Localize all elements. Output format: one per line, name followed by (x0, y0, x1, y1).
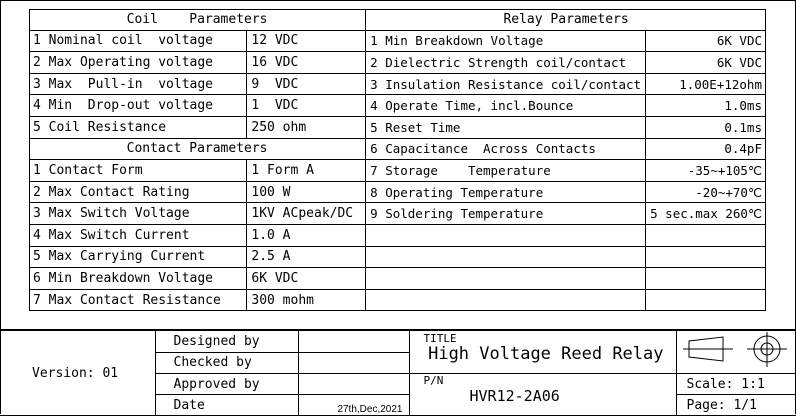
designed-by-label: Designed by (155, 331, 298, 353)
parameter-row (29, 95, 766, 117)
contact-row-value: 1.0 A (247, 224, 366, 246)
title-block (0, 329, 796, 416)
parameter-row (29, 246, 766, 268)
relay-row-value: 5 sec.max 260℃ (646, 203, 766, 225)
contact-row-name: 3 Max Switch Voltage (29, 203, 247, 225)
relay-row-name: 1 Min Breakdown Voltage (366, 30, 646, 52)
title-block-table (0, 330, 796, 416)
parameter-row (29, 160, 766, 182)
contact-row-name: 5 Max Carrying Current (29, 246, 247, 268)
contact-row-name: 1 Contact Form (29, 160, 247, 182)
title-label: TITLE (423, 332, 457, 345)
scale-label: Scale: 1:1 (676, 374, 796, 395)
part-number: HVR12-2A06 (469, 387, 560, 405)
pn-label: P/N (423, 374, 444, 387)
parameter-row (29, 138, 766, 160)
approved-by-value (298, 374, 409, 395)
right-empty-cell (646, 246, 766, 268)
relay-row-value: 0.1ms (646, 116, 766, 138)
parameter-row (29, 52, 766, 74)
coil-row-name: 2 Max Operating voltage (29, 52, 247, 74)
contact-row-name: 4 Max Switch Current (29, 224, 247, 246)
parameter-row (29, 181, 766, 203)
right-empty-cell (366, 289, 646, 310)
right-empty-cell (366, 246, 646, 268)
relay-row-name: 3 Insulation Resistance coil/contact (366, 73, 646, 95)
relay-row-name: 6 Capacitance Across Contacts (366, 138, 646, 160)
contact-header: Contact Parameters (29, 138, 366, 160)
right-empty-cell (366, 224, 646, 246)
contact-row-name: 7 Max Contact Resistance (29, 289, 247, 310)
relay-row-name: 4 Operate Time, incl.Bounce (366, 95, 646, 117)
right-empty-cell (646, 224, 766, 246)
relay-row-name: 8 Operating Temperature (366, 181, 646, 203)
parameters-table (29, 9, 766, 310)
approved-by-label: Approved by (155, 374, 298, 395)
parameter-row (29, 116, 766, 138)
relay-row-value: 1.0ms (646, 95, 766, 117)
contact-row-value: 300 mohm (247, 289, 366, 310)
contact-row-value: 1KV ACpeak/DC (247, 203, 366, 225)
parameter-row (29, 30, 766, 52)
coil-row-value: 250 ohm (247, 116, 366, 138)
parameter-row (29, 73, 766, 95)
contact-row-value: 1 Form A (247, 160, 366, 182)
parameter-row (29, 289, 766, 310)
relay-row-value: 1.00E+12ohm (646, 73, 766, 95)
version-label: Version: 01 (0, 331, 155, 416)
parameter-row (29, 203, 766, 225)
relay-row-name: 2 Dielectric Strength coil/contact (366, 52, 646, 74)
contact-row-name: 6 Min Breakdown Voltage (29, 268, 247, 290)
pn-cell (409, 374, 676, 416)
relay-header: Relay Parameters (366, 9, 766, 30)
relay-row-name: 7 Storage Temperature (366, 160, 646, 182)
title-cell (409, 331, 676, 374)
parameters-area (29, 9, 766, 311)
coil-row-name: 5 Coil Resistance (29, 116, 247, 138)
right-empty-cell (366, 268, 646, 290)
drawing-title: High Voltage Reed Relay (428, 344, 664, 364)
coil-row-value: 1 VDC (247, 95, 366, 117)
relay-row-value: 6K VDC (646, 52, 766, 74)
coil-row-name: 4 Min Drop-out voltage (29, 95, 247, 117)
relay-row-value: 6K VDC (646, 30, 766, 52)
relay-row-value: -20~+70℃ (646, 181, 766, 203)
relay-row-name: 5 Reset Time (366, 116, 646, 138)
coil-row-value: 9 VDC (247, 73, 366, 95)
projection-symbol-cell (676, 331, 796, 374)
right-empty-cell (646, 289, 766, 310)
contact-row-value: 6K VDC (247, 268, 366, 290)
parameter-row (29, 224, 766, 246)
checked-by-value (298, 352, 409, 374)
parameter-row (29, 268, 766, 290)
third-angle-projection-icon (681, 331, 791, 369)
parameter-row (29, 9, 766, 30)
contact-row-name: 2 Max Contact Rating (29, 181, 247, 203)
relay-row-value: -35~+105℃ (646, 160, 766, 182)
designed-by-value (298, 331, 409, 353)
coil-row-name: 3 Max Pull-in voltage (29, 73, 247, 95)
coil-row-value: 12 VDC (247, 30, 366, 52)
relay-row-value: 0.4pF (646, 138, 766, 160)
relay-row-name: 9 Soldering Temperature (366, 203, 646, 225)
right-empty-cell (646, 268, 766, 290)
page-label: Page: 1/1 (676, 395, 796, 416)
coil-header: Coil Parameters (29, 9, 366, 30)
date-label: Date (155, 395, 298, 416)
checked-by-label: Checked by (155, 352, 298, 374)
date-value: 27th,Dec,2021 (298, 395, 409, 416)
coil-row-name: 1 Nominal coil voltage (29, 30, 247, 52)
contact-row-value: 100 W (247, 181, 366, 203)
coil-row-value: 16 VDC (247, 52, 366, 74)
contact-row-value: 2.5 A (247, 246, 366, 268)
